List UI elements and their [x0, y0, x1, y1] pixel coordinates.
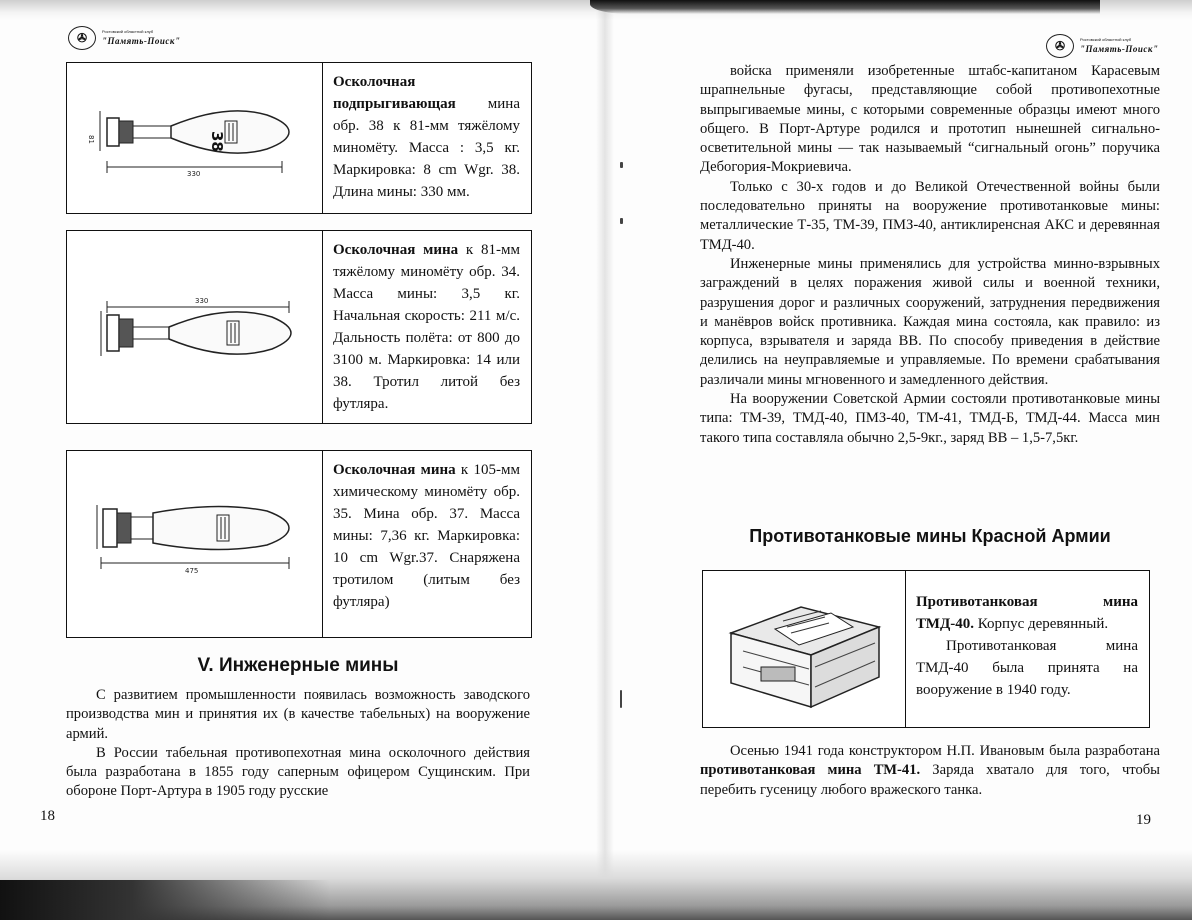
club-emblem-icon: ✇ [1046, 34, 1074, 58]
mine-title-3: Осколочная мина [333, 462, 456, 478]
tmd40-wooden-box-drawing [703, 571, 905, 727]
final-paragraph-bold: противотанковая мина ТМ-41. [700, 762, 921, 779]
tmd40-text-2: Противотанковая мина ТМД-40 была принята на вооружение в 1940 году. [916, 638, 1138, 698]
left-paragraph-1: С развитием промышленности появилась возможность заводского производства мин и принятия их (в качестве табельных) на вооружение армий. [66, 687, 530, 742]
tmd40-figure [703, 571, 906, 727]
mine-text-3: к 105-мм химическому миномёту обр. 35. Мина обр. 37. Масса мины: 7,36 кг. Маркировка: 10 cm Wgr.37. Снаряжена тротилом (литым без футляра) [333, 462, 520, 610]
right-paragraph-3: Инженерные мины применялись для устройства минно-взрывных заграждений в целях поражения живой силы и военной техники, разрушения дорог и различных сооружений, затруднения передвижения и манёвров войск противника. Каждая мина состояла, как правило: из корпуса, взрывателя и заряда ВВ. По способу приведения в действие делились на неуправляемые и управляемые. По времени срабатывания различали мины мгновенного и замедленного действия. [700, 255, 1160, 388]
right-final-text [700, 742, 1160, 800]
club-logo-left [68, 26, 180, 50]
section-title-engineering-mines: V. Инженерные мины [197, 655, 399, 676]
mine-description-1 [323, 63, 530, 213]
scan-bottom-dark [0, 880, 330, 920]
mortar-round-81mm-drawing [67, 231, 322, 423]
mine-text-2: к 81-мм тяжёлому миномёту обр. 34. Масса мины: 3,5 кг. Начальная скорость: 211 м/с. Дальность полёта: от 800 до 3100 м. Маркировка: 14 или 38. Тротил литой без футляра. [333, 242, 520, 412]
club-logo-right [1046, 34, 1158, 58]
tmd40-description [906, 571, 1148, 727]
chemical-mortar-round-drawing [67, 451, 322, 637]
mine-figure-3 [67, 451, 323, 637]
svg-text:475: 475 [185, 567, 199, 575]
svg-text:330: 330 [195, 297, 209, 305]
club-small-label: Ростовский областной клуб [1080, 37, 1132, 42]
page-number-right: 19 [1136, 812, 1151, 828]
club-name: "Память-Поиск" [1080, 44, 1159, 54]
spine-mark [620, 218, 623, 224]
scan-top-edge [590, 0, 1100, 14]
mine-title-2: Осколочная мина [333, 242, 459, 258]
mine-figure-1 [67, 63, 323, 213]
right-paragraph-4: На вооружении Советской Армии состояли противотанковые мины типа: ТМ-39, ТМД-40, ПМЗ-40, ТМ-41, ТМД-Б, ТМД-44. Масса мин такого типа составляла обычно 2,5-9кг., заряд ВВ – 1,5-7,5кг. [700, 391, 1160, 446]
mine-figure-1-marking: 38 [208, 131, 226, 152]
club-emblem-icon: ✇ [68, 26, 96, 50]
mine-figure-2 [67, 231, 323, 423]
right-paragraph-2: Только с 30-х годов и до Великой Отечественной войны были последовательно приняты на вооружение противотанковые мины: металлические Т-35, ТМ-39, ПМЗ-40, антиклиренсная АКС и деревянная ТМД-40. [700, 178, 1160, 253]
mine-description-3 [323, 451, 530, 637]
svg-text:81: 81 [87, 135, 95, 144]
page-number-left: 18 [40, 808, 55, 824]
book-spine [596, 10, 614, 890]
spine-mark [620, 162, 623, 168]
club-name: "Память-Поиск" [102, 36, 181, 46]
final-paragraph-end: Заряда хватало для того, чтобы перебить гусеницу любого вражеского танка. [700, 762, 1160, 798]
tmd40-title: Противотанковая мина ТМД-40. [916, 594, 1138, 632]
spine-mark [620, 690, 622, 708]
mine-box-3 [66, 450, 532, 638]
mine-text-1: мина обр. 38 к 81-мм тяжёлому миномёту. Масса : 3,5 кг. Маркировка: 8 cm Wgr. 38. Длина мины: 330 мм. [333, 96, 520, 200]
mine-box-2 [66, 230, 532, 424]
svg-text:330: 330 [187, 170, 201, 178]
right-body-text [700, 62, 1160, 448]
section-title-antitank-mines: Противотанковые мины Красной Армии [749, 526, 1111, 546]
final-paragraph-start: Осенью 1941 года конструктором Н.П. Ивановым была разработана [730, 743, 1160, 759]
club-small-label: Ростовский областной клуб [102, 29, 154, 34]
mortar-round-38-drawing [67, 63, 322, 213]
mine-box-1 [66, 62, 532, 214]
mine-description-2 [323, 231, 530, 423]
right-paragraph-1: войска применяли изобретенные штабс-капитаном Карасевым шрапнельные фугасы, представляющие собой противопехотные выпрыгиваемые мины, с которыми современные образцы имеют много общего. В Порт-Артуре родился и прототип нынешней сигнально-осветительной мины — так называемый “сигнальный огонь” поручика Дебогория-Мокриевича. [700, 63, 1160, 176]
left-body-text [66, 686, 530, 802]
mine-title-1: Осколочная подпрыгивающая [333, 74, 456, 112]
tmd40-text-1: Корпус деревянный. [977, 616, 1109, 632]
tmd40-box [702, 570, 1150, 728]
left-paragraph-2: В России табельная противопехотная мина осколочного действия была разработана в 1855 году саперным офицером Сущинским. При обороне Порт-Артура в 1905 году русские [66, 744, 530, 800]
